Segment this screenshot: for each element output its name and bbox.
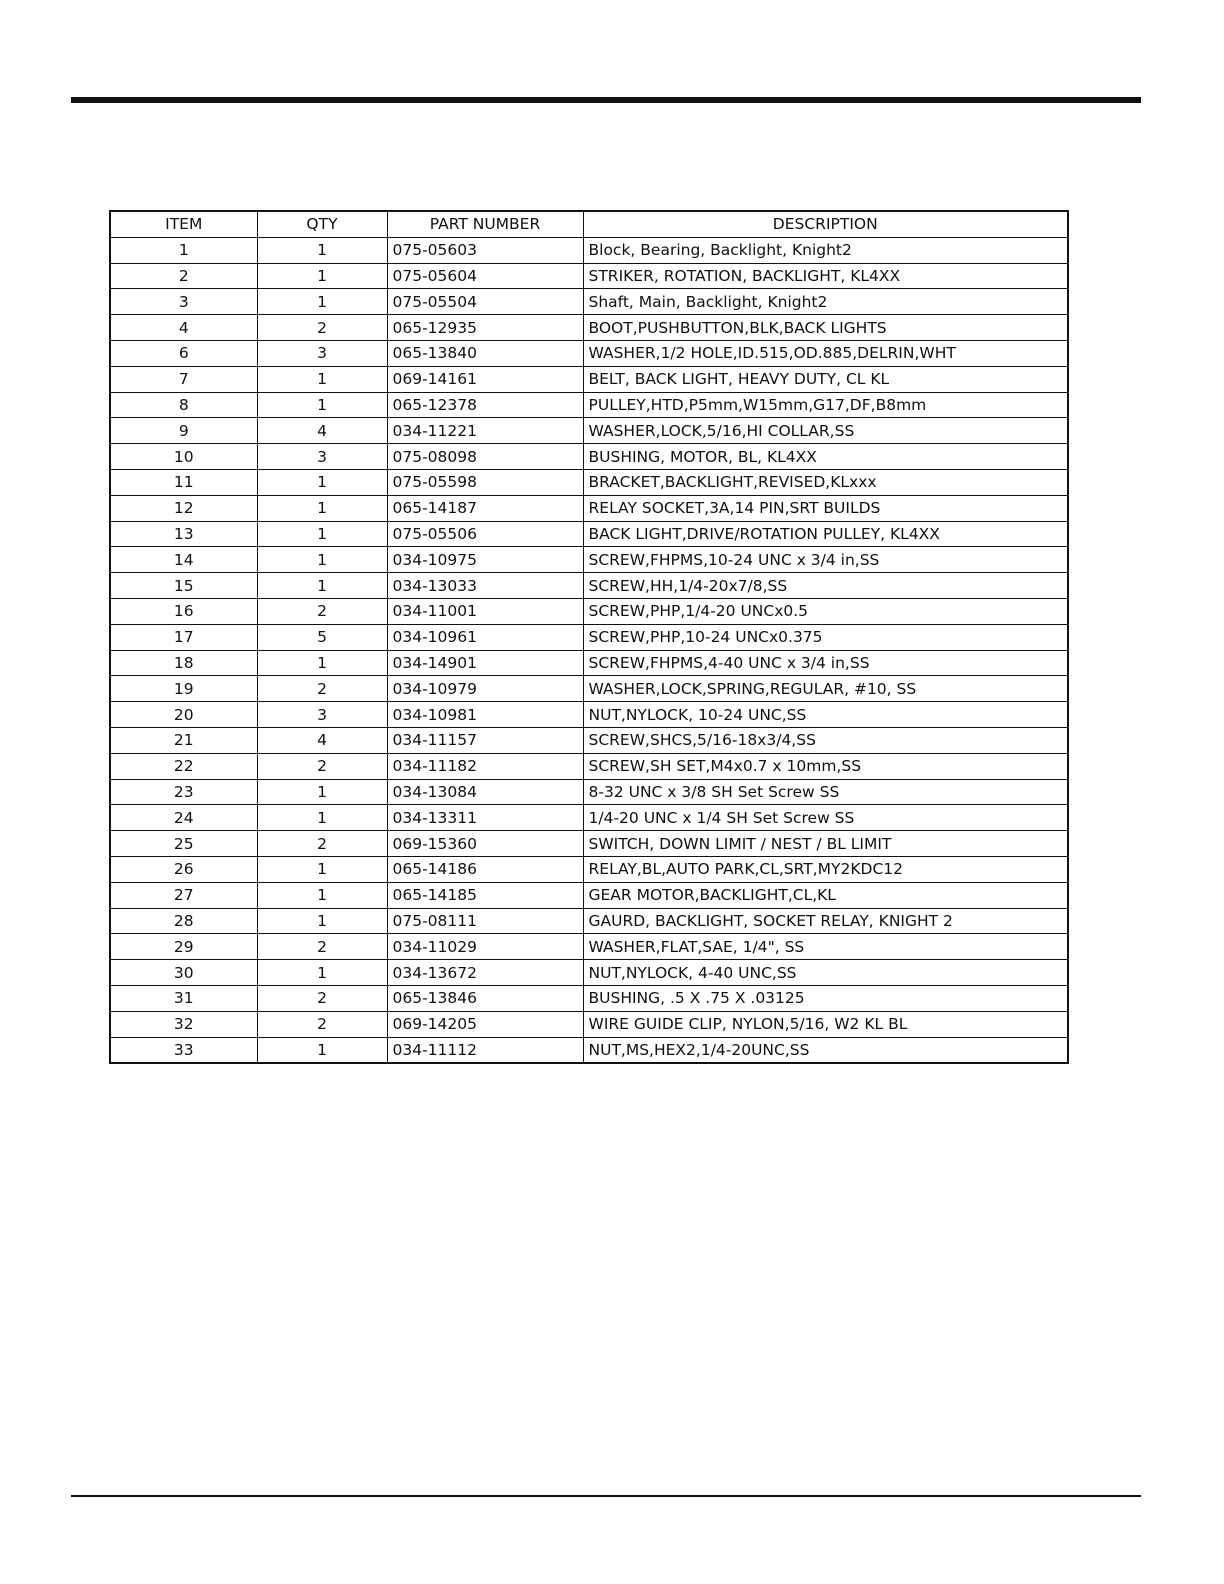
table-row	[110, 469, 1068, 495]
item-cell: 32	[110, 1011, 257, 1037]
description-cell: 1/4-20 UNC x 1/4 SH Set Screw SS	[583, 805, 1068, 831]
item-cell: 4	[110, 315, 257, 341]
description-cell: NUT,MS,HEX2,1/4-20UNC,SS	[583, 1037, 1068, 1063]
qty-cell: 2	[257, 934, 387, 960]
item-cell: 18	[110, 650, 257, 676]
part-number-cell: 075-08098	[387, 444, 583, 470]
description-cell: RELAY,BL,AUTO PARK,CL,SRT,MY2KDC12	[583, 856, 1068, 882]
part-number-cell: 069-14205	[387, 1011, 583, 1037]
item-cell: 22	[110, 753, 257, 779]
item-cell: 8	[110, 392, 257, 418]
table-row	[110, 856, 1068, 882]
qty-cell: 1	[257, 1037, 387, 1063]
qty-cell: 1	[257, 882, 387, 908]
table-body	[110, 237, 1068, 1063]
part-number-cell: 075-05506	[387, 521, 583, 547]
description-cell: BRACKET,BACKLIGHT,REVISED,KLxxx	[583, 469, 1068, 495]
table-row	[110, 392, 1068, 418]
item-cell: 33	[110, 1037, 257, 1063]
table-row	[110, 237, 1068, 263]
item-cell: 21	[110, 727, 257, 753]
qty-cell: 1	[257, 469, 387, 495]
bottom-rule	[71, 1495, 1141, 1497]
part-number-cell: 075-05504	[387, 289, 583, 315]
qty-cell: 2	[257, 985, 387, 1011]
description-cell: SCREW,SH SET,M4x0.7 x 10mm,SS	[583, 753, 1068, 779]
item-cell: 24	[110, 805, 257, 831]
part-number-cell: 075-05604	[387, 263, 583, 289]
qty-cell: 1	[257, 495, 387, 521]
part-number-cell: 065-14187	[387, 495, 583, 521]
description-cell: GEAR MOTOR,BACKLIGHT,CL,KL	[583, 882, 1068, 908]
item-cell: 31	[110, 985, 257, 1011]
qty-cell: 1	[257, 573, 387, 599]
table-row	[110, 418, 1068, 444]
description-cell: BUSHING, .5 X .75 X .03125	[583, 985, 1068, 1011]
table-row	[110, 573, 1068, 599]
part-number-cell: 034-11157	[387, 727, 583, 753]
table-row	[110, 934, 1068, 960]
part-number-cell: 034-10979	[387, 676, 583, 702]
part-number-cell: 034-10975	[387, 547, 583, 573]
qty-cell: 3	[257, 340, 387, 366]
qty-cell: 1	[257, 547, 387, 573]
item-cell: 23	[110, 779, 257, 805]
qty-cell: 2	[257, 315, 387, 341]
description-cell: WASHER,FLAT,SAE, 1/4", SS	[583, 934, 1068, 960]
table-row	[110, 495, 1068, 521]
item-cell: 1	[110, 237, 257, 263]
description-cell: WASHER,1/2 HOLE,ID.515,OD.885,DELRIN,WHT	[583, 340, 1068, 366]
part-number-cell: 069-15360	[387, 831, 583, 857]
item-cell: 13	[110, 521, 257, 547]
qty-cell: 2	[257, 1011, 387, 1037]
description-cell: SCREW,FHPMS,10-24 UNC x 3/4 in,SS	[583, 547, 1068, 573]
item-cell: 30	[110, 960, 257, 986]
description-cell: WASHER,LOCK,5/16,HI COLLAR,SS	[583, 418, 1068, 444]
part-number-cell: 034-10961	[387, 624, 583, 650]
part-number-cell: 034-11029	[387, 934, 583, 960]
item-cell: 28	[110, 908, 257, 934]
description-cell: GAURD, BACKLIGHT, SOCKET RELAY, KNIGHT 2	[583, 908, 1068, 934]
qty-cell: 1	[257, 908, 387, 934]
item-cell: 25	[110, 831, 257, 857]
table-row	[110, 882, 1068, 908]
qty-cell: 1	[257, 366, 387, 392]
part-number-cell: 034-13084	[387, 779, 583, 805]
item-cell: 16	[110, 598, 257, 624]
part-number-cell: 034-14901	[387, 650, 583, 676]
item-cell: 26	[110, 856, 257, 882]
item-cell: 6	[110, 340, 257, 366]
table-row	[110, 650, 1068, 676]
table-row	[110, 263, 1068, 289]
qty-cell: 2	[257, 676, 387, 702]
table-row	[110, 702, 1068, 728]
description-cell: BUSHING, MOTOR, BL, KL4XX	[583, 444, 1068, 470]
qty-cell: 3	[257, 702, 387, 728]
qty-cell: 1	[257, 650, 387, 676]
table-row	[110, 366, 1068, 392]
part-number-cell: 034-11001	[387, 598, 583, 624]
table-row	[110, 547, 1068, 573]
item-cell: 20	[110, 702, 257, 728]
part-number-cell: 034-11221	[387, 418, 583, 444]
qty-cell: 2	[257, 598, 387, 624]
description-cell: SCREW,PHP,1/4-20 UNCx0.5	[583, 598, 1068, 624]
part-number-cell: 034-11182	[387, 753, 583, 779]
qty-cell: 1	[257, 856, 387, 882]
part-number-cell: 034-13311	[387, 805, 583, 831]
description-cell: Block, Bearing, Backlight, Knight2	[583, 237, 1068, 263]
parts-list-table	[109, 210, 1069, 1064]
table-row	[110, 985, 1068, 1011]
top-rule	[71, 97, 1141, 103]
description-cell: BOOT,PUSHBUTTON,BLK,BACK LIGHTS	[583, 315, 1068, 341]
part-number-cell: 065-12378	[387, 392, 583, 418]
description-cell: BELT, BACK LIGHT, HEAVY DUTY, CL KL	[583, 366, 1068, 392]
description-cell: WASHER,LOCK,SPRING,REGULAR, #10, SS	[583, 676, 1068, 702]
part-number-cell: 075-08111	[387, 908, 583, 934]
description-cell: Shaft, Main, Backlight, Knight2	[583, 289, 1068, 315]
part-number-cell: 065-14186	[387, 856, 583, 882]
description-cell: SCREW,FHPMS,4-40 UNC x 3/4 in,SS	[583, 650, 1068, 676]
table-row	[110, 444, 1068, 470]
description-cell: RELAY SOCKET,3A,14 PIN,SRT BUILDS	[583, 495, 1068, 521]
item-cell: 12	[110, 495, 257, 521]
item-cell: 15	[110, 573, 257, 599]
description-cell: 8-32 UNC x 3/8 SH Set Screw SS	[583, 779, 1068, 805]
table-row	[110, 315, 1068, 341]
item-cell: 10	[110, 444, 257, 470]
table-row	[110, 727, 1068, 753]
table-row	[110, 289, 1068, 315]
header-part-number: PART NUMBER	[387, 211, 583, 237]
description-cell: STRIKER, ROTATION, BACKLIGHT, KL4XX	[583, 263, 1068, 289]
item-cell: 14	[110, 547, 257, 573]
part-number-cell: 034-13672	[387, 960, 583, 986]
part-number-cell: 075-05598	[387, 469, 583, 495]
item-cell: 27	[110, 882, 257, 908]
item-cell: 2	[110, 263, 257, 289]
item-cell: 19	[110, 676, 257, 702]
part-number-cell: 034-11112	[387, 1037, 583, 1063]
description-cell: SWITCH, DOWN LIMIT / NEST / BL LIMIT	[583, 831, 1068, 857]
qty-cell: 1	[257, 779, 387, 805]
qty-cell: 2	[257, 753, 387, 779]
qty-cell: 1	[257, 237, 387, 263]
part-number-cell: 065-14185	[387, 882, 583, 908]
table-row	[110, 779, 1068, 805]
table-row	[110, 831, 1068, 857]
qty-cell: 1	[257, 805, 387, 831]
part-number-cell: 065-13840	[387, 340, 583, 366]
qty-cell: 4	[257, 727, 387, 753]
qty-cell: 3	[257, 444, 387, 470]
description-cell: SCREW,PHP,10-24 UNCx0.375	[583, 624, 1068, 650]
item-cell: 17	[110, 624, 257, 650]
qty-cell: 5	[257, 624, 387, 650]
part-number-cell: 065-12935	[387, 315, 583, 341]
part-number-cell: 069-14161	[387, 366, 583, 392]
table-row	[110, 676, 1068, 702]
item-cell: 3	[110, 289, 257, 315]
table-row	[110, 340, 1068, 366]
table-row	[110, 1037, 1068, 1063]
description-cell: NUT,NYLOCK, 10-24 UNC,SS	[583, 702, 1068, 728]
qty-cell: 1	[257, 521, 387, 547]
header-description: DESCRIPTION	[583, 211, 1068, 237]
table-row	[110, 753, 1068, 779]
qty-cell: 1	[257, 392, 387, 418]
table-row	[110, 908, 1068, 934]
description-cell: SCREW,HH,1/4-20x7/8,SS	[583, 573, 1068, 599]
table-row	[110, 624, 1068, 650]
description-cell: NUT,NYLOCK, 4-40 UNC,SS	[583, 960, 1068, 986]
item-cell: 11	[110, 469, 257, 495]
description-cell: PULLEY,HTD,P5mm,W15mm,G17,DF,B8mm	[583, 392, 1068, 418]
table-row	[110, 1011, 1068, 1037]
table-row	[110, 521, 1068, 547]
qty-cell: 2	[257, 831, 387, 857]
part-number-cell: 034-13033	[387, 573, 583, 599]
description-cell: WIRE GUIDE CLIP, NYLON,5/16, W2 KL BL	[583, 1011, 1068, 1037]
description-cell: SCREW,SHCS,5/16-18x3/4,SS	[583, 727, 1068, 753]
table-header-row	[110, 211, 1068, 237]
part-number-cell: 065-13846	[387, 985, 583, 1011]
table-row	[110, 960, 1068, 986]
header-item: ITEM	[110, 211, 257, 237]
description-cell: BACK LIGHT,DRIVE/ROTATION PULLEY, KL4XX	[583, 521, 1068, 547]
item-cell: 7	[110, 366, 257, 392]
qty-cell: 1	[257, 960, 387, 986]
item-cell: 29	[110, 934, 257, 960]
table-row	[110, 805, 1068, 831]
table-row	[110, 598, 1068, 624]
qty-cell: 1	[257, 263, 387, 289]
item-cell: 9	[110, 418, 257, 444]
part-number-cell: 075-05603	[387, 237, 583, 263]
qty-cell: 1	[257, 289, 387, 315]
qty-cell: 4	[257, 418, 387, 444]
header-qty: QTY	[257, 211, 387, 237]
part-number-cell: 034-10981	[387, 702, 583, 728]
